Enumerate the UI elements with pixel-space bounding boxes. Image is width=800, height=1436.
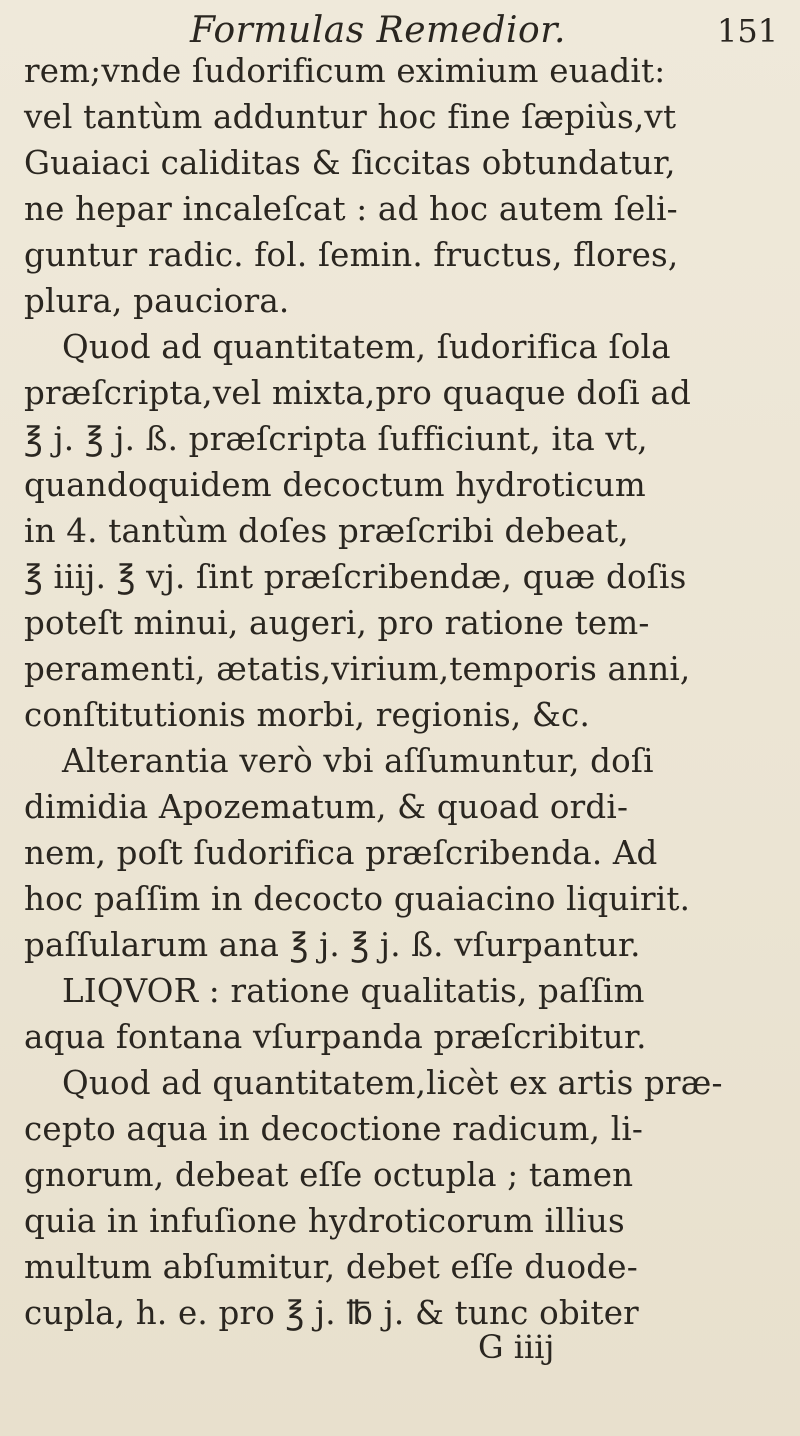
- text-line: dimidia Apozematum, & quoad ordi-: [24, 788, 629, 826]
- text-line: Alterantia verò vbi aſſumuntur, doſi: [62, 742, 654, 780]
- text-line: peramenti, ætatis,virium,temporis anni,: [24, 650, 691, 688]
- text-line: ℥ j. ℥ j. ß. præſcripta ſufficiunt, ita vt,: [24, 420, 648, 458]
- text-line: plura, pauciora.: [24, 282, 290, 320]
- signature-mark: G iiij: [478, 1328, 555, 1366]
- text-line: præſcripta,vel mixta,pro quaque doſi ad: [24, 374, 692, 412]
- text-line: quandoquidem decoctum hydroticum: [24, 466, 646, 504]
- text-line: multum abſumitur, debet eſſe duode-: [24, 1248, 638, 1286]
- page-number: 151: [717, 12, 779, 50]
- text-line: poteſt minui, augeri, pro ratione tem-: [24, 604, 650, 642]
- text-line: ℥ iiij. ℥ vj. ſint præſcribendæ, quæ doſis: [24, 558, 687, 596]
- text-line: Guaiaci caliditas & ſiccitas obtundatur,: [24, 144, 676, 182]
- running-title: Formulas Remedior.: [190, 10, 566, 51]
- text-line: conſtitutionis morbi, regionis, &c.: [24, 696, 590, 734]
- text-line: cupla, h. e. pro ℥ j. ℔ j. & tunc obiter: [24, 1294, 639, 1332]
- text-line: aqua fontana vſurpanda præſcribitur.: [24, 1018, 647, 1056]
- text-line: quia in infuſione hydroticorum illius: [24, 1202, 625, 1240]
- text-line: nem, poſt ſudorifica præſcribenda. Ad: [24, 834, 658, 872]
- text-line: in 4. tantùm doſes præſcribi debeat,: [24, 512, 629, 550]
- text-line: gnorum, debeat eſſe octupla ; tamen: [24, 1156, 634, 1194]
- text-line: rem;vnde ſudorificum eximium euadit:: [24, 52, 666, 90]
- text-line: ne hepar incaleſcat : ad hoc autem ſeli-: [24, 190, 678, 228]
- text-line: vel tantùm adduntur hoc fine ſæpiùs,vt: [24, 98, 677, 136]
- text-line: cepto aqua in decoctione radicum, li-: [24, 1110, 644, 1148]
- text-line: hoc paſſim in decocto guaiacino liquirit.: [24, 880, 691, 918]
- text-line: paſſularum ana ℥ j. ℥ j. ß. vſurpantur.: [24, 926, 641, 964]
- text-line: Quod ad quantitatem,licèt ex artis præ-: [62, 1064, 723, 1102]
- text-line: guntur radic. fol. ſemin. fructus, flores,: [24, 236, 679, 274]
- text-line: Quod ad quantitatem, ſudorifica ſola: [62, 328, 671, 366]
- text-line: LIQVOR : ratione qualitatis, paſſim: [62, 972, 645, 1010]
